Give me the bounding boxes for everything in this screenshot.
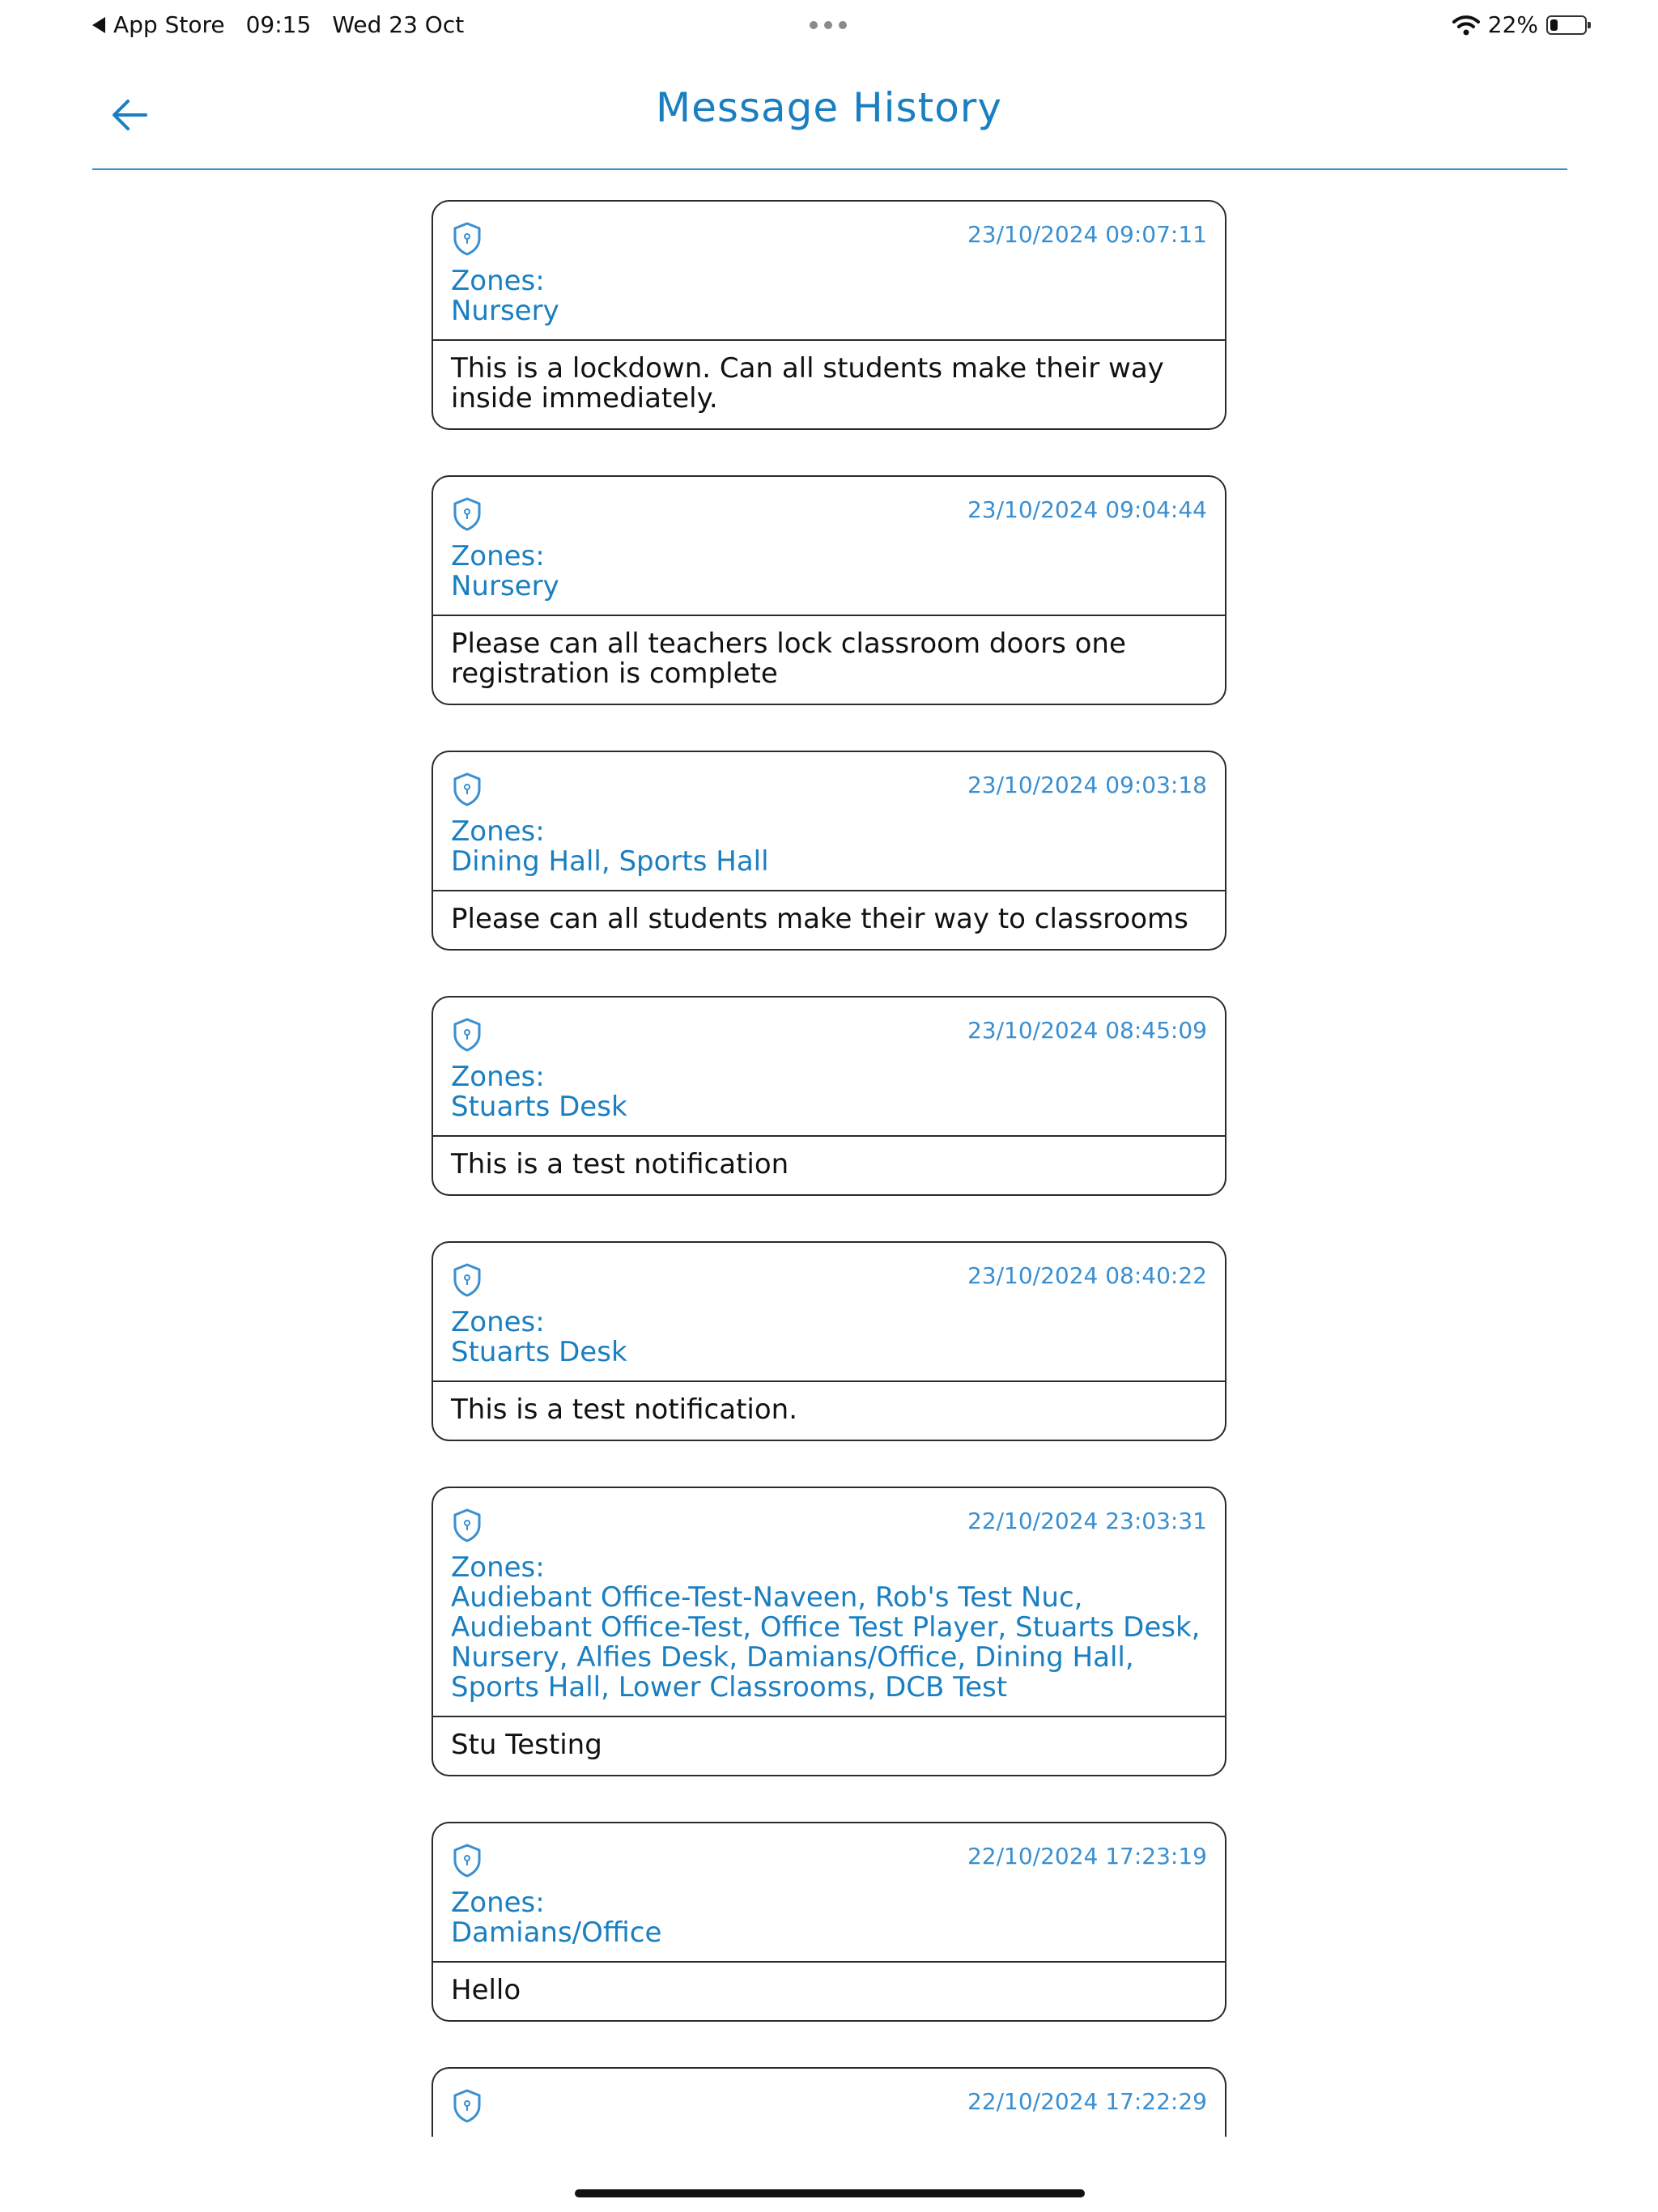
message-body: Stu Testing — [451, 1729, 602, 1761]
message-list[interactable] — [432, 200, 1226, 2177]
status-left — [92, 11, 464, 38]
message-card[interactable] — [432, 996, 1226, 1196]
message-header — [433, 998, 1225, 1137]
page-title: Message History — [656, 84, 1002, 131]
message-body: This is a test notification. — [451, 1393, 798, 1426]
multitasking-dots-icon[interactable] — [810, 21, 847, 29]
zones-value: Audiebant Office-Test-Naveen, Rob's Test Nuc, Audiebant Office-Test, Office Test Player, Stuarts Desk, Nursery, Alfies Desk, Damians/Office, Dining Hall, Sports Hall, Lower Classrooms, DCB Test — [451, 1581, 1201, 1704]
message-timestamp: 23/10/2024 09:07:11 — [967, 221, 1207, 248]
zones-value: Nursery — [451, 570, 559, 602]
zones-value: Dining Hall, Sports Hall — [451, 845, 769, 878]
message-body: This is a lockdown. Can all students make their way inside immediately. — [451, 352, 1164, 415]
message-card[interactable] — [432, 1487, 1226, 1776]
status-date: Wed 23 Oct — [332, 11, 465, 38]
message-card[interactable] — [432, 751, 1226, 951]
battery-level — [1550, 19, 1558, 31]
zones-value: Stuarts Desk — [451, 1336, 627, 1368]
zones-label: Zones: — [451, 1061, 545, 1093]
wifi-icon — [1452, 15, 1480, 36]
header-divider — [92, 168, 1567, 170]
battery-percent: 22% — [1487, 11, 1538, 38]
message-card[interactable] — [432, 1241, 1226, 1441]
message-timestamp: 22/10/2024 17:23:19 — [967, 1843, 1207, 1870]
zones-value: Stuarts Desk — [451, 1091, 627, 1123]
message-body: Hello — [451, 1974, 521, 2006]
message-timestamp: 22/10/2024 23:03:31 — [967, 1508, 1207, 1534]
zones-value: Damians/Office — [451, 1916, 662, 1949]
message-header — [433, 477, 1225, 616]
message-timestamp: 23/10/2024 08:40:22 — [967, 1262, 1207, 1289]
zones-label: Zones: — [451, 1306, 545, 1338]
message-header — [433, 1243, 1225, 1382]
message-timestamp: 23/10/2024 09:03:18 — [967, 772, 1207, 798]
message-header — [433, 752, 1225, 891]
zones-label: Zones: — [451, 265, 545, 297]
back-app-label: App Store — [113, 11, 225, 38]
message-header — [433, 2069, 1225, 2137]
zones-label: Zones: — [451, 815, 545, 848]
message-body: Please can all students make their way to classrooms — [451, 903, 1188, 935]
back-to-app-link[interactable] — [92, 11, 225, 38]
message-header — [433, 202, 1225, 341]
message-body: This is a test notification — [451, 1148, 789, 1180]
zones-label: Zones: — [451, 1887, 545, 1919]
message-card[interactable] — [432, 475, 1226, 705]
battery-icon — [1546, 15, 1587, 35]
status-bar — [0, 0, 1658, 52]
message-card[interactable] — [432, 200, 1226, 430]
message-timestamp: 23/10/2024 09:04:44 — [967, 496, 1207, 523]
status-time: 09:15 — [245, 11, 312, 38]
message-card[interactable] — [432, 2067, 1226, 2137]
zones-label: Zones: — [451, 540, 545, 572]
message-timestamp: 22/10/2024 17:22:29 — [967, 2088, 1207, 2115]
message-card[interactable] — [432, 1822, 1226, 2022]
message-body: Please can all teachers lock classroom doors one registration is complete — [451, 627, 1126, 690]
zones-value: Nursery — [451, 295, 559, 327]
back-triangle-icon — [92, 17, 105, 33]
zones-label: Zones: — [451, 1551, 545, 1584]
message-header — [433, 1823, 1225, 1963]
message-timestamp: 23/10/2024 08:45:09 — [967, 1017, 1207, 1044]
home-indicator[interactable] — [575, 2189, 1085, 2197]
message-header — [433, 1488, 1225, 1717]
status-right — [1452, 11, 1587, 38]
nav-bar — [0, 68, 1658, 170]
